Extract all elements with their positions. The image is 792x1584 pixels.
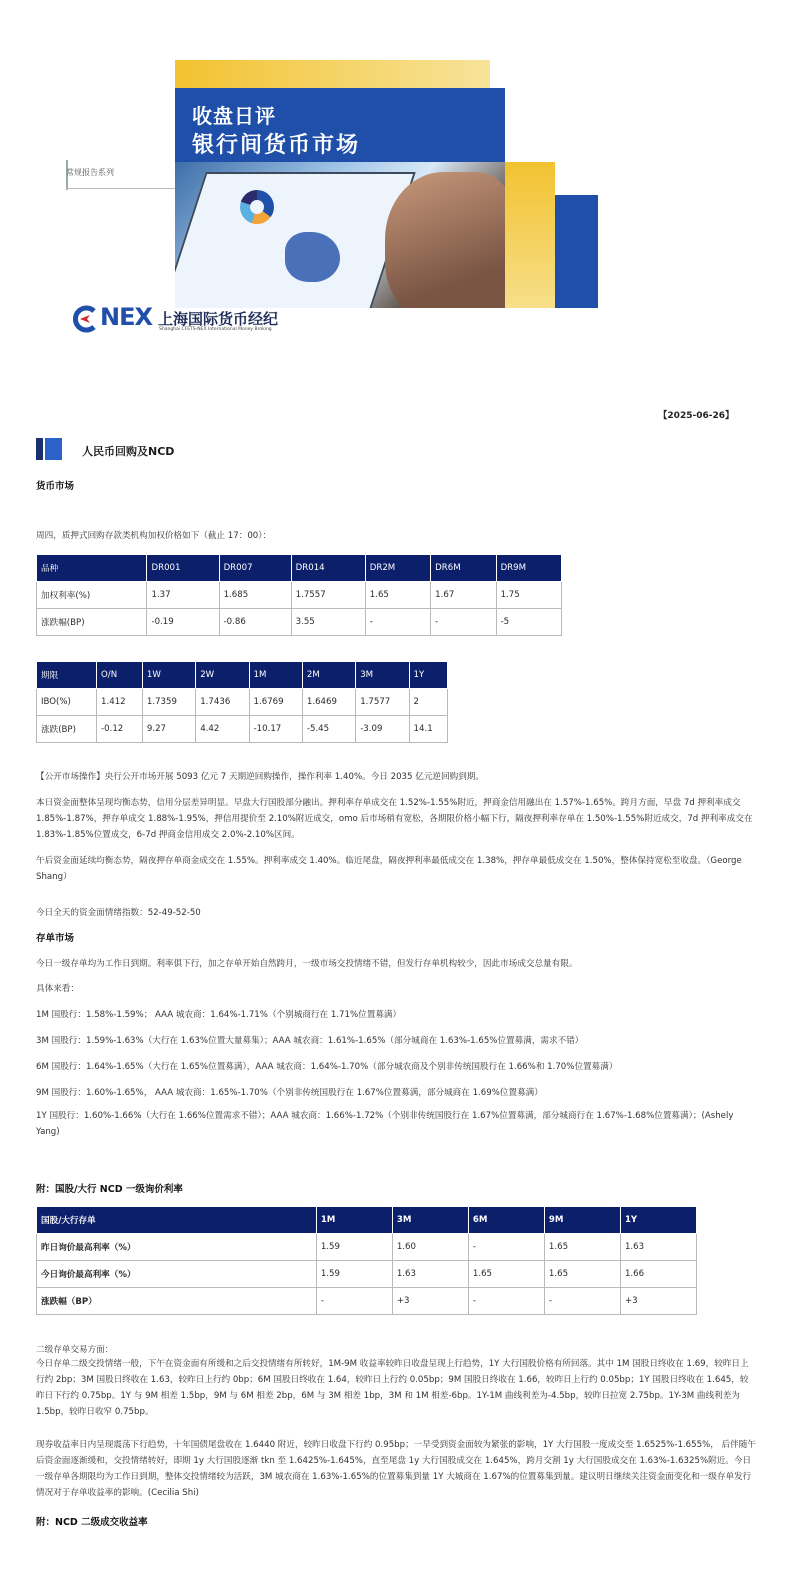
table-cell: 1.412: [97, 689, 143, 716]
table-cell: -0.19: [147, 609, 219, 636]
logo-nex-text: NEX: [100, 303, 152, 331]
table-cell: +3: [620, 1288, 696, 1315]
table-cell: 1.65: [365, 582, 430, 609]
cover-blue-block: [555, 195, 598, 308]
table-cell: -3.09: [356, 716, 409, 743]
table-header-cell: 3M: [392, 1207, 468, 1234]
table-cell: 1.60: [392, 1234, 468, 1261]
report-date: 【2025-06-26】: [658, 411, 734, 421]
table-cell: 1.63: [392, 1261, 468, 1288]
table-header-cell: 期限: [37, 662, 97, 689]
table-row: [37, 1234, 697, 1261]
repo-weighted-rate-table: [36, 554, 562, 636]
table-cell: 1.63: [620, 1234, 696, 1261]
table-cell: 1.65: [544, 1261, 620, 1288]
table-cell: 1.37: [147, 582, 219, 609]
secondary-heading: 二级存单交易方面：: [36, 1345, 114, 1355]
sentiment-index: 今日全天的资金面情绪指数：52-49-52-50: [36, 908, 201, 918]
table-header-cell: 国股/大行存单: [37, 1207, 317, 1234]
table-cell: 3.55: [291, 609, 365, 636]
table-row: [37, 716, 448, 743]
company-logo: [70, 303, 310, 335]
table-cell: -: [468, 1288, 544, 1315]
section-marker-icon: [36, 438, 62, 460]
logo-english-name: Shanghai CFETS-NEX International Money Broking: [159, 327, 272, 332]
world-map-icon: [285, 232, 340, 282]
table-cell: -: [544, 1288, 620, 1315]
secondary-paragraph-1: 今日存单二级交投情绪一般，下午在资金面有所缓和之后交投情绪有所转好，1M-9M 收益率较昨日收盘呈现上行趋势，1Y 大行国股价格有所回落。其中 1M 国股日终收在 1.69，较昨日上行约 2bp；3M 国股日终收在 1.63，较昨日上行约 0bp；6M 国股日终收在 1.64，较昨日上行约 0.05bp；9M 国股日终收在 1.66，较昨日上行约 0.05bp；1Y 国股日终收在 1.645，较昨日下行约 0.75bp。1Y 与 9M 相差 1.5bp，9M 与 6M 相差 2bp，6M 与 3M 相差 1bp，3M 和 1M 相差-6bp。1Y-1M 曲线利差为-4.5bp，较昨日拉宽 2.75bp。1Y-3M 曲线利差为 1.5bp，较昨日收窄 0.75bp。: [36, 1359, 749, 1417]
table-cell: -0.86: [219, 609, 291, 636]
table-header-cell: DR001: [147, 555, 219, 582]
donut-chart-icon: [240, 190, 274, 224]
table-cell: -: [365, 609, 430, 636]
table-cell: 加权利率(%): [37, 582, 147, 609]
afternoon-paragraph: 午后资金面延续均衡态势，隔夜押存单商金成交在 1.55%。押利率成交 1.40%。临近尾盘，隔夜押利率最低成交在 1.38%，押存单最低成交在 1.50%，整体保持宽松至收盘。（George Shang）: [36, 856, 742, 882]
table-header-cell: O/N: [97, 662, 143, 689]
table-cell: 1.65: [544, 1234, 620, 1261]
table-header-cell: DR014: [291, 555, 365, 582]
table-row: [37, 582, 562, 609]
cd-line-1y: 1Y 国股行：1.60%-1.66%（大行在 1.66%位置需求不错）；AAA 城农商：1.66%-1.72%（个别非传统国股行在 1.67%位置募满，部分城商行在 1.67%-1.68%位置募满）；(Ashely Yang): [36, 1111, 734, 1137]
ncd-primary-heading: 附：国股/大行 NCD 一级询价利率: [36, 1184, 183, 1195]
table-cell: 1.75: [496, 582, 561, 609]
table-cell: 涨跌(BP): [37, 716, 97, 743]
table-cell: 4.42: [196, 716, 249, 743]
table-row: [37, 609, 562, 636]
table-header-row: [37, 662, 448, 689]
table-header-cell: DR007: [219, 555, 291, 582]
table-cell: 1.6469: [302, 689, 355, 716]
table-cell: -0.12: [97, 716, 143, 743]
morning-paragraph: 本日资金面整体呈现均衡态势，信用分层差异明显。早盘大行国股部分融出。押利率存单成交在 1.52%-1.55%附近，押商金信用融出在 1.57%-1.65%。跨月方面，早盘 7d 押利率成交 1.85%-1.87%，押存单成交 1.88%-1.95%，押信用提价至 2.10%附近成交，omo 后市场稍有宽松，各期限价格小幅下行，隔夜押利率存单在 1.50%-1.55%附近成交，7d 押利率成交在 1.83%-1.85%位置成交，6-7d 押商金信用成交 2.0%-2.10%区间。: [36, 798, 753, 840]
table-header-cell: 6M: [468, 1207, 544, 1234]
table-header-cell: 1Y: [409, 662, 447, 689]
table-cell: 9.27: [142, 716, 195, 743]
table-cell: 1.7557: [291, 582, 365, 609]
table-header-cell: DR6M: [431, 555, 496, 582]
cover-title-line1: 收盘日评: [192, 104, 276, 128]
table-header-cell: 1W: [142, 662, 195, 689]
cd-line-1m: 1M 国股行：1.58%-1.59%； AAA 城农商：1.64%-1.71%（个别城商行在 1.71%位置募满）: [36, 1010, 402, 1020]
table-cell: 1.59: [316, 1261, 392, 1288]
cd-line-6m: 6M 国股行：1.64%-1.65%（大行在 1.65%位置募满），AAA 城农商：1.64%-1.70%（部分城农商及个别非传统国股行在 1.66%和 1.70%位置募满）: [36, 1062, 618, 1072]
table-cell: -: [316, 1288, 392, 1315]
table-cell: 1.59: [316, 1234, 392, 1261]
cd-market-heading: 存单市场: [36, 933, 75, 944]
section-title: 人民币回购及NCD: [82, 445, 175, 458]
logo-chinese-name: 上海国际货币经纪: [158, 310, 279, 328]
cover-tablet-photo: [175, 162, 505, 308]
hand-illustration: [385, 172, 505, 308]
table-cell: 1.66: [620, 1261, 696, 1288]
table-header-cell: 3M: [356, 662, 409, 689]
cd-intro: 今日一级存单均为工作日到期。利率俱下行，加之存单开始自然跨月，一级市场交投情绪不错，但发行存单机构较少，因此市场成交总量有限。: [36, 959, 578, 969]
table-cell: 1.6769: [249, 689, 302, 716]
table-cell: -5: [496, 609, 561, 636]
table-cell: -: [468, 1234, 544, 1261]
cd-specific: 具体来看：: [36, 984, 79, 994]
money-market-heading: 货币市场: [36, 481, 75, 492]
table-row: [37, 689, 448, 716]
table-row: [37, 1261, 697, 1288]
secondary-paragraph-2: 现券收益率日内呈现震荡下行趋势，十年国债尾盘收在 1.6440 附近，较昨日收盘下行约 0.95bp；一早受到资金面较为紧张的影响，1Y 大行国股一度成交至 1.6525%-1.655%， 后伴随午后资金面逐渐缓和，交投情绪转好，即期 1y 大行国股逐渐 tkn 至 1.6425%-1.645%，直至尾盘 1y 大行国股成交在 1.645%，跨月交割 1y 大行国股成交在 1.63%-1.6325%附近。今日一级存单各期限均为工作日到期，整体交投情绪较为活跃，3M 城农商在 1.63%-1.65%的位置募集到量 1Y 大城商在 1.67%的位置募集到量。建议明日继续关注资金面变化和一级存单发行情况对于存单收益率的影响。(Cecilia Shi): [36, 1440, 756, 1498]
table-cell: 1.65: [468, 1261, 544, 1288]
table-cell: 1.685: [219, 582, 291, 609]
table-header-row: [37, 1207, 697, 1234]
table-cell: 今日询价最高利率（%）: [37, 1261, 317, 1288]
series-underline: [66, 188, 175, 189]
table-header-cell: 1Y: [620, 1207, 696, 1234]
table-cell: 14.1: [409, 716, 447, 743]
table-cell: -: [431, 609, 496, 636]
table-header-cell: DR9M: [496, 555, 561, 582]
table-header-cell: 品种: [37, 555, 147, 582]
cd-line-9m: 9M 国股行：1.60%-1.65%， AAA 城农商：1.65%-1.70%（个别非传统国股行在 1.67%位置募满，部分城商在 1.69%位置募满）: [36, 1088, 543, 1098]
ibo-rate-table: [36, 661, 448, 743]
repo-intro: 周四，质押式回购存款类机构加权价格如下（截止 17：00）：: [36, 531, 272, 541]
table-cell: 涨跌幅（BP）: [37, 1288, 317, 1315]
table-cell: 1.7359: [142, 689, 195, 716]
omo-paragraph: 【公开市场操作】央行公开市场开展 5093 亿元 7 天期逆回购操作，操作利率 1.40%。今日 2035 亿元逆回购到期。: [36, 772, 484, 782]
table-header-cell: 2M: [302, 662, 355, 689]
table-row: [37, 1288, 697, 1315]
table-cell: -10.17: [249, 716, 302, 743]
table-cell: 1.7577: [356, 689, 409, 716]
table-header-cell: 9M: [544, 1207, 620, 1234]
cover-title-line2: 银行间货币市场: [192, 133, 361, 158]
report-cover: [0, 0, 792, 340]
table-cell: 昨日询价最高利率（%）: [37, 1234, 317, 1261]
table-cell: IBO(%): [37, 689, 97, 716]
table-cell: -5.45: [302, 716, 355, 743]
table-header-cell: 2W: [196, 662, 249, 689]
table-cell: 1.67: [431, 582, 496, 609]
table-cell: 2: [409, 689, 447, 716]
cover-series-label: 常规报告系列: [66, 168, 114, 177]
cover-gold-block: [505, 162, 555, 308]
nex-logo-icon: [70, 305, 98, 333]
table-header-cell: 1M: [316, 1207, 392, 1234]
table-cell: 1.7436: [196, 689, 249, 716]
table-cell: +3: [392, 1288, 468, 1315]
table-header-cell: DR2M: [365, 555, 430, 582]
table-cell: 涨跌幅(BP): [37, 609, 147, 636]
cd-line-3m: 3M 国股行：1.59%-1.63%（大行在 1.63%位置大量募集）；AAA 城农商：1.61%-1.65%（部分城商在 1.63%-1.65%位置募满，需求不错）: [36, 1036, 584, 1046]
table-header-cell: 1M: [249, 662, 302, 689]
ncd-primary-rate-table: [36, 1206, 697, 1315]
ncd-secondary-heading: 附：NCD 二级成交收益率: [36, 1517, 148, 1528]
table-header-row: [37, 555, 562, 582]
